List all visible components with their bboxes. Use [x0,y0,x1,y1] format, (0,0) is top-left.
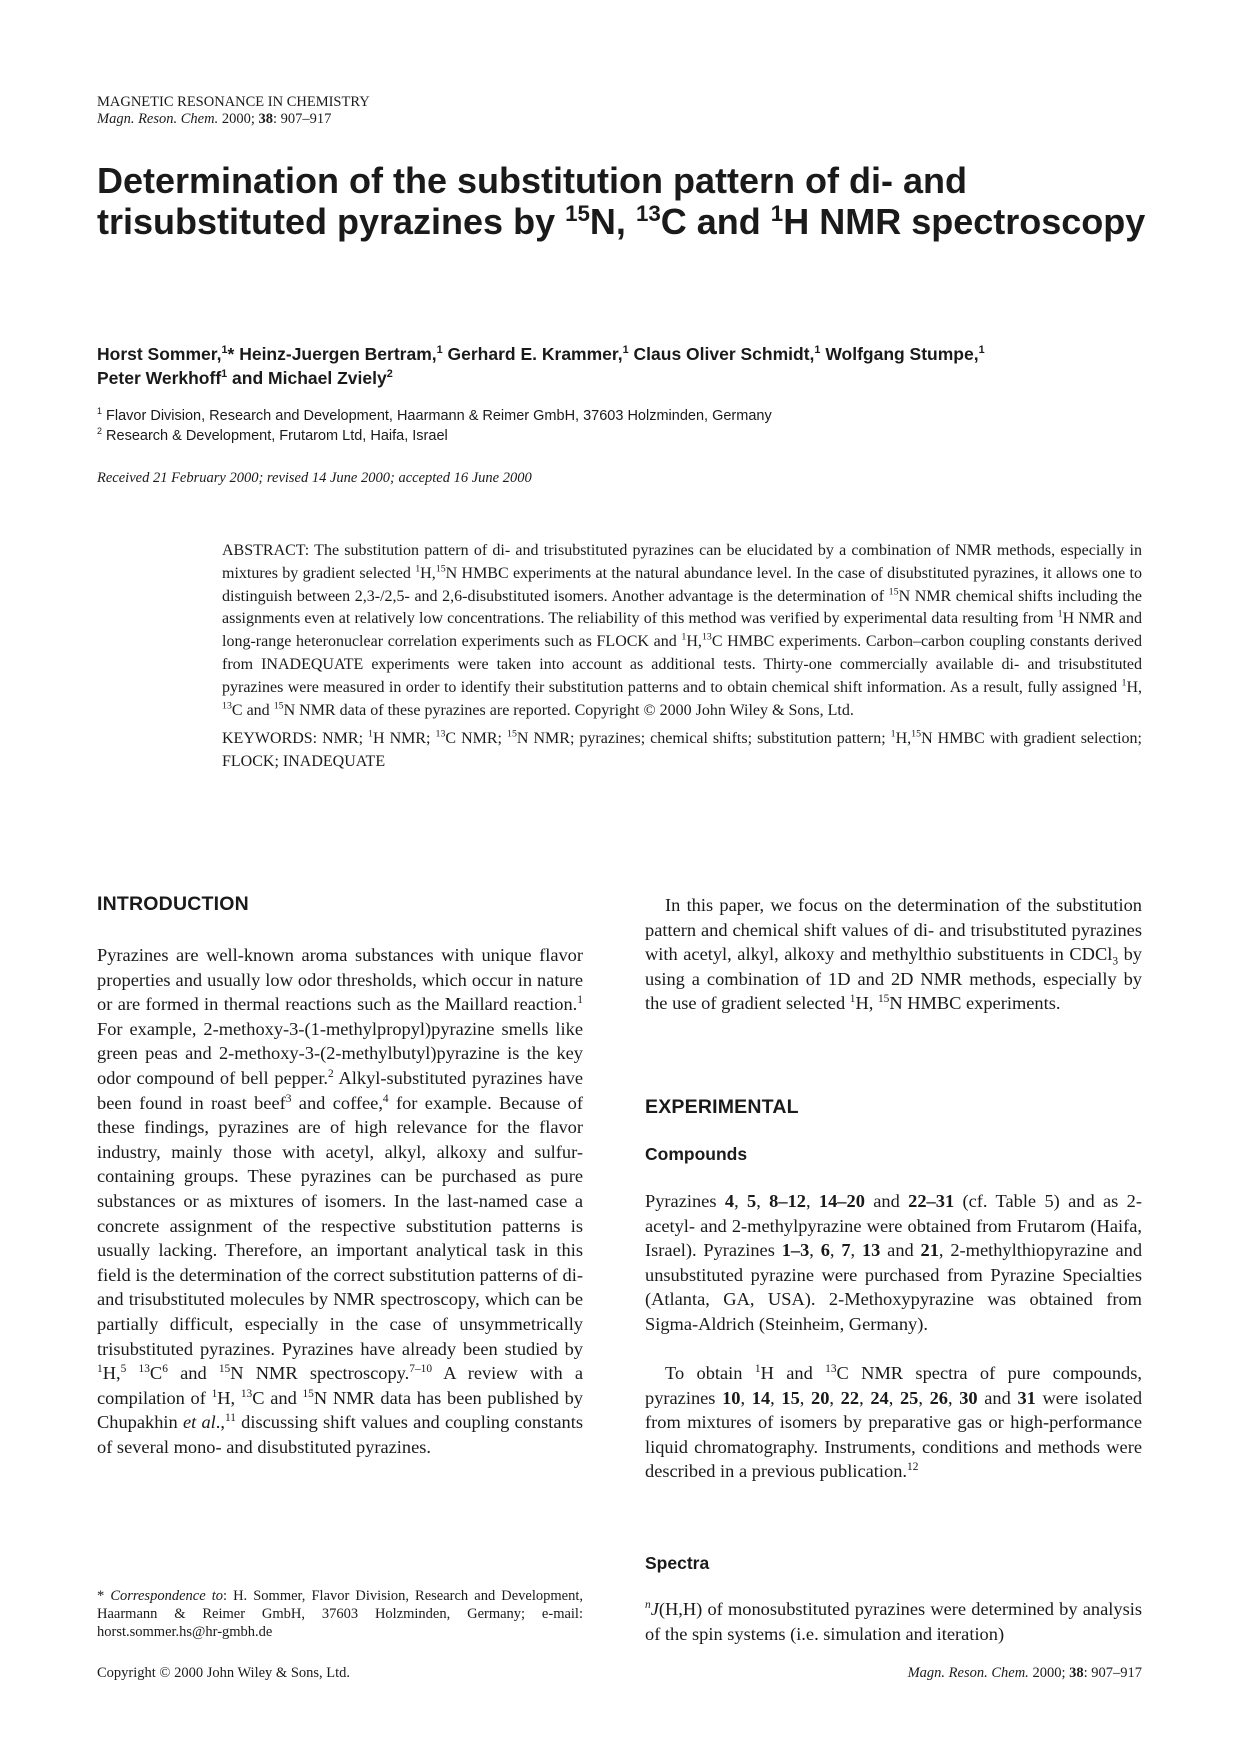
journal-header [97,94,370,128]
compounds-heading: Compounds [645,1144,748,1164]
author-list [97,342,1177,390]
keywords: KEYWORDS: NMR; $^1$H NMR; $^{13}$C NMR; $^{15}$N NMR; pyrazines; chemical shifts; substitution pattern; $^1$H,$^{15}$N HMBC with gradient selection; FLOCK; INADEQUATE [222,729,1143,771]
experimental-heading: EXPERIMENTAL [645,1096,799,1118]
correspondence-footnote: * Correspondence to: H. Sommer, Flavor Division, Research and Development, Haarmann & Reimer GmbH, 37603 Holzminden, Germany; e-mail: horst.sommer.hs@hr-gmbh.de [97,1588,583,1640]
author: Heinz-Juergen Bertram,$^1$ [239,344,443,364]
affiliation: $^2$ Research & Development, Frutarom Ltd, Haifa, Israel [97,426,448,444]
introduction-paragraph: Pyrazines are well-known aroma substances with unique flavor properties and usually low odor thresholds, which occur in nature or are formed in thermal reactions such as the Maillard reaction.$^1$ For example, 2-methoxy-3-(1-methylpropyl)pyrazine smells like green peas and 2-methoxy-3-(2-methylbutyl)pyrazine is the key odor compound of bell pepper.$^2$ Alkyl-substituted pyrazines have been found in roast beef$^3$ and coffee,$^4$ for example. Because of these findings, pyrazines are of high relevance for the flavor industry, mainly those with acetyl, alkyl, alkoxy and sulfur-containing groups. These pyrazines can be purchased as pure substances or as mixtures of isomers. In the last-named case a concrete assignment of the respective substitution patterns is usually lacking. Therefore, an important analytical task in this field is the determination of the correct substitution patterns of di- and trisubstituted molecules by NMR spectroscopy, which can be partially difficult, especially in the case of unsymmetrically trisubstituted pyrazines. Pyrazines have already been studied by $^1$H,$^5$ $^{13}C^6$ and $^{15}$N NMR spectroscopy.$^{7-10}$ A review with a compilation of $^1$H, $^{13}$C and $^{15}$N NMR data has been published by Chupakhin et al.,$^{11}$ discussing shift values and coupling constants of several mono- and disubstituted pyrazines. [97,945,584,1457]
affiliation: $^1$ Flavor Division, Research and Development, Haarmann & Reimer GmbH, 37603 Holzminden, Germany [97,406,772,424]
affiliations [97,406,772,446]
footer-citation: Magn. Reson. Chem. 2000; 38: 907–917 [907,1665,1142,1681]
isolation-paragraph: To obtain $^1$H and $^{13}$C NMR spectra of pure compounds, pyrazines 10, 14, 15, 20, 22, 24, 25, 26, 30 and 31 were isolated from mixtures of isomers by preparative gas or high-performance liquid chromatography. Instruments, conditions and methods were described in a previous publication.$^{12}$ [645,1362,1143,1482]
intro-continuation-paragraph: In this paper, we focus on the determination of the substitution pattern and chemical shift values of di- and trisubstituted pyrazines with acetyl, alkyl, alkoxy and methylthio substituents in CDCl$_3$ by using a combination of 1D and 2D NMR methods, especially by the use of gradient selected $^1$H, $^{15}$N HMBC experiments. [645,895,1142,1014]
author: Wolfgang Stumpe,$^1$ [825,344,985,364]
introduction-heading: INTRODUCTION [97,893,249,915]
author: Gerhard E. Krammer,$^1$ [447,344,629,364]
compounds-paragraph: Pyrazines 4, 5, 8–12, 14–20 and 22–31 (cf. Table 5) and as 2-acetyl- and 2-methylpyrazine were obtained from Frutarom (Haifa, Israel). Pyrazines 1–3, 6, 7, 13 and 21, 2-methylthiopyrazine and unsubstituted pyrazine were purchased from Pyrazine Specialties (Atlanta, GA, USA). 2-Methoxypyrazine was obtained from Sigma-Aldrich (Steinheim, Germany). [645,1191,1143,1334]
spectra-paragraph: $^n$J(H,H) of monosubstituted pyrazines were determined by analysis of the spin systems (i.e. simulation and iteration) [645,1598,1142,1644]
journal-citation: Magn. Reson. Chem. 2000; 38: 907–917 [97,111,332,127]
author: Horst Sommer,$^1$* [97,344,240,364]
abstract [222,540,1142,774]
journal-name: MAGNETIC RESONANCE IN CHEMISTRY [97,94,370,110]
footer-copyright: Copyright © 2000 John Wiley & Sons, Ltd. [97,1665,351,1681]
author: Peter Werkhoff$^1$ and [97,368,269,388]
author: Michael Zviely$^2$ [268,368,393,388]
author: Claus Oliver Schmidt,$^1$ [633,344,821,364]
received-dates: Received 21 February 2000; revised 14 June 2000; accepted 16 June 2000 [97,470,532,486]
article-title: Determination of the substitution pattern of di- and trisubstituted pyrazines by $^{15}$N, $^{13}$C and $^1$H NMR spectroscopy [97,160,1146,242]
abstract-text: ABSTRACT: The substitution pattern of di- and trisubstituted pyrazines can be elucidated by a combination of NMR methods, especially in mixtures by gradient selected $^1$H,$^{15}$N HMBC experiments at the natural abundance level. In the case of disubstituted pyrazines, it allows one to distinguish between 2,3-/2,5- and 2,6-disubstituted isomers. Another advantage is the determination of $^{15}$N NMR chemical shifts including the assignments even at relatively low concentrations. The reliability of this method was verified by experimental data resulting from $^1$H NMR and long-range heteronuclear correlation experiments such as FLOCK and $^1$H,$^{13}$C HMBC experiments. Carbon–carbon coupling constants derived from INADEQUATE experiments were taken into account as additional tests. Thirty-one commercially available di- and trisubstituted pyrazines were measured in order to identify their substitution patterns and to obtain chemical shift information. As a result, fully assigned $^1$H, $^{13}$C and $^{15}$N NMR data of these pyrazines are reported. Copyright © 2000 John Wiley & Sons, Ltd. [222,542,1143,719]
spectra-heading: Spectra [645,1553,710,1573]
